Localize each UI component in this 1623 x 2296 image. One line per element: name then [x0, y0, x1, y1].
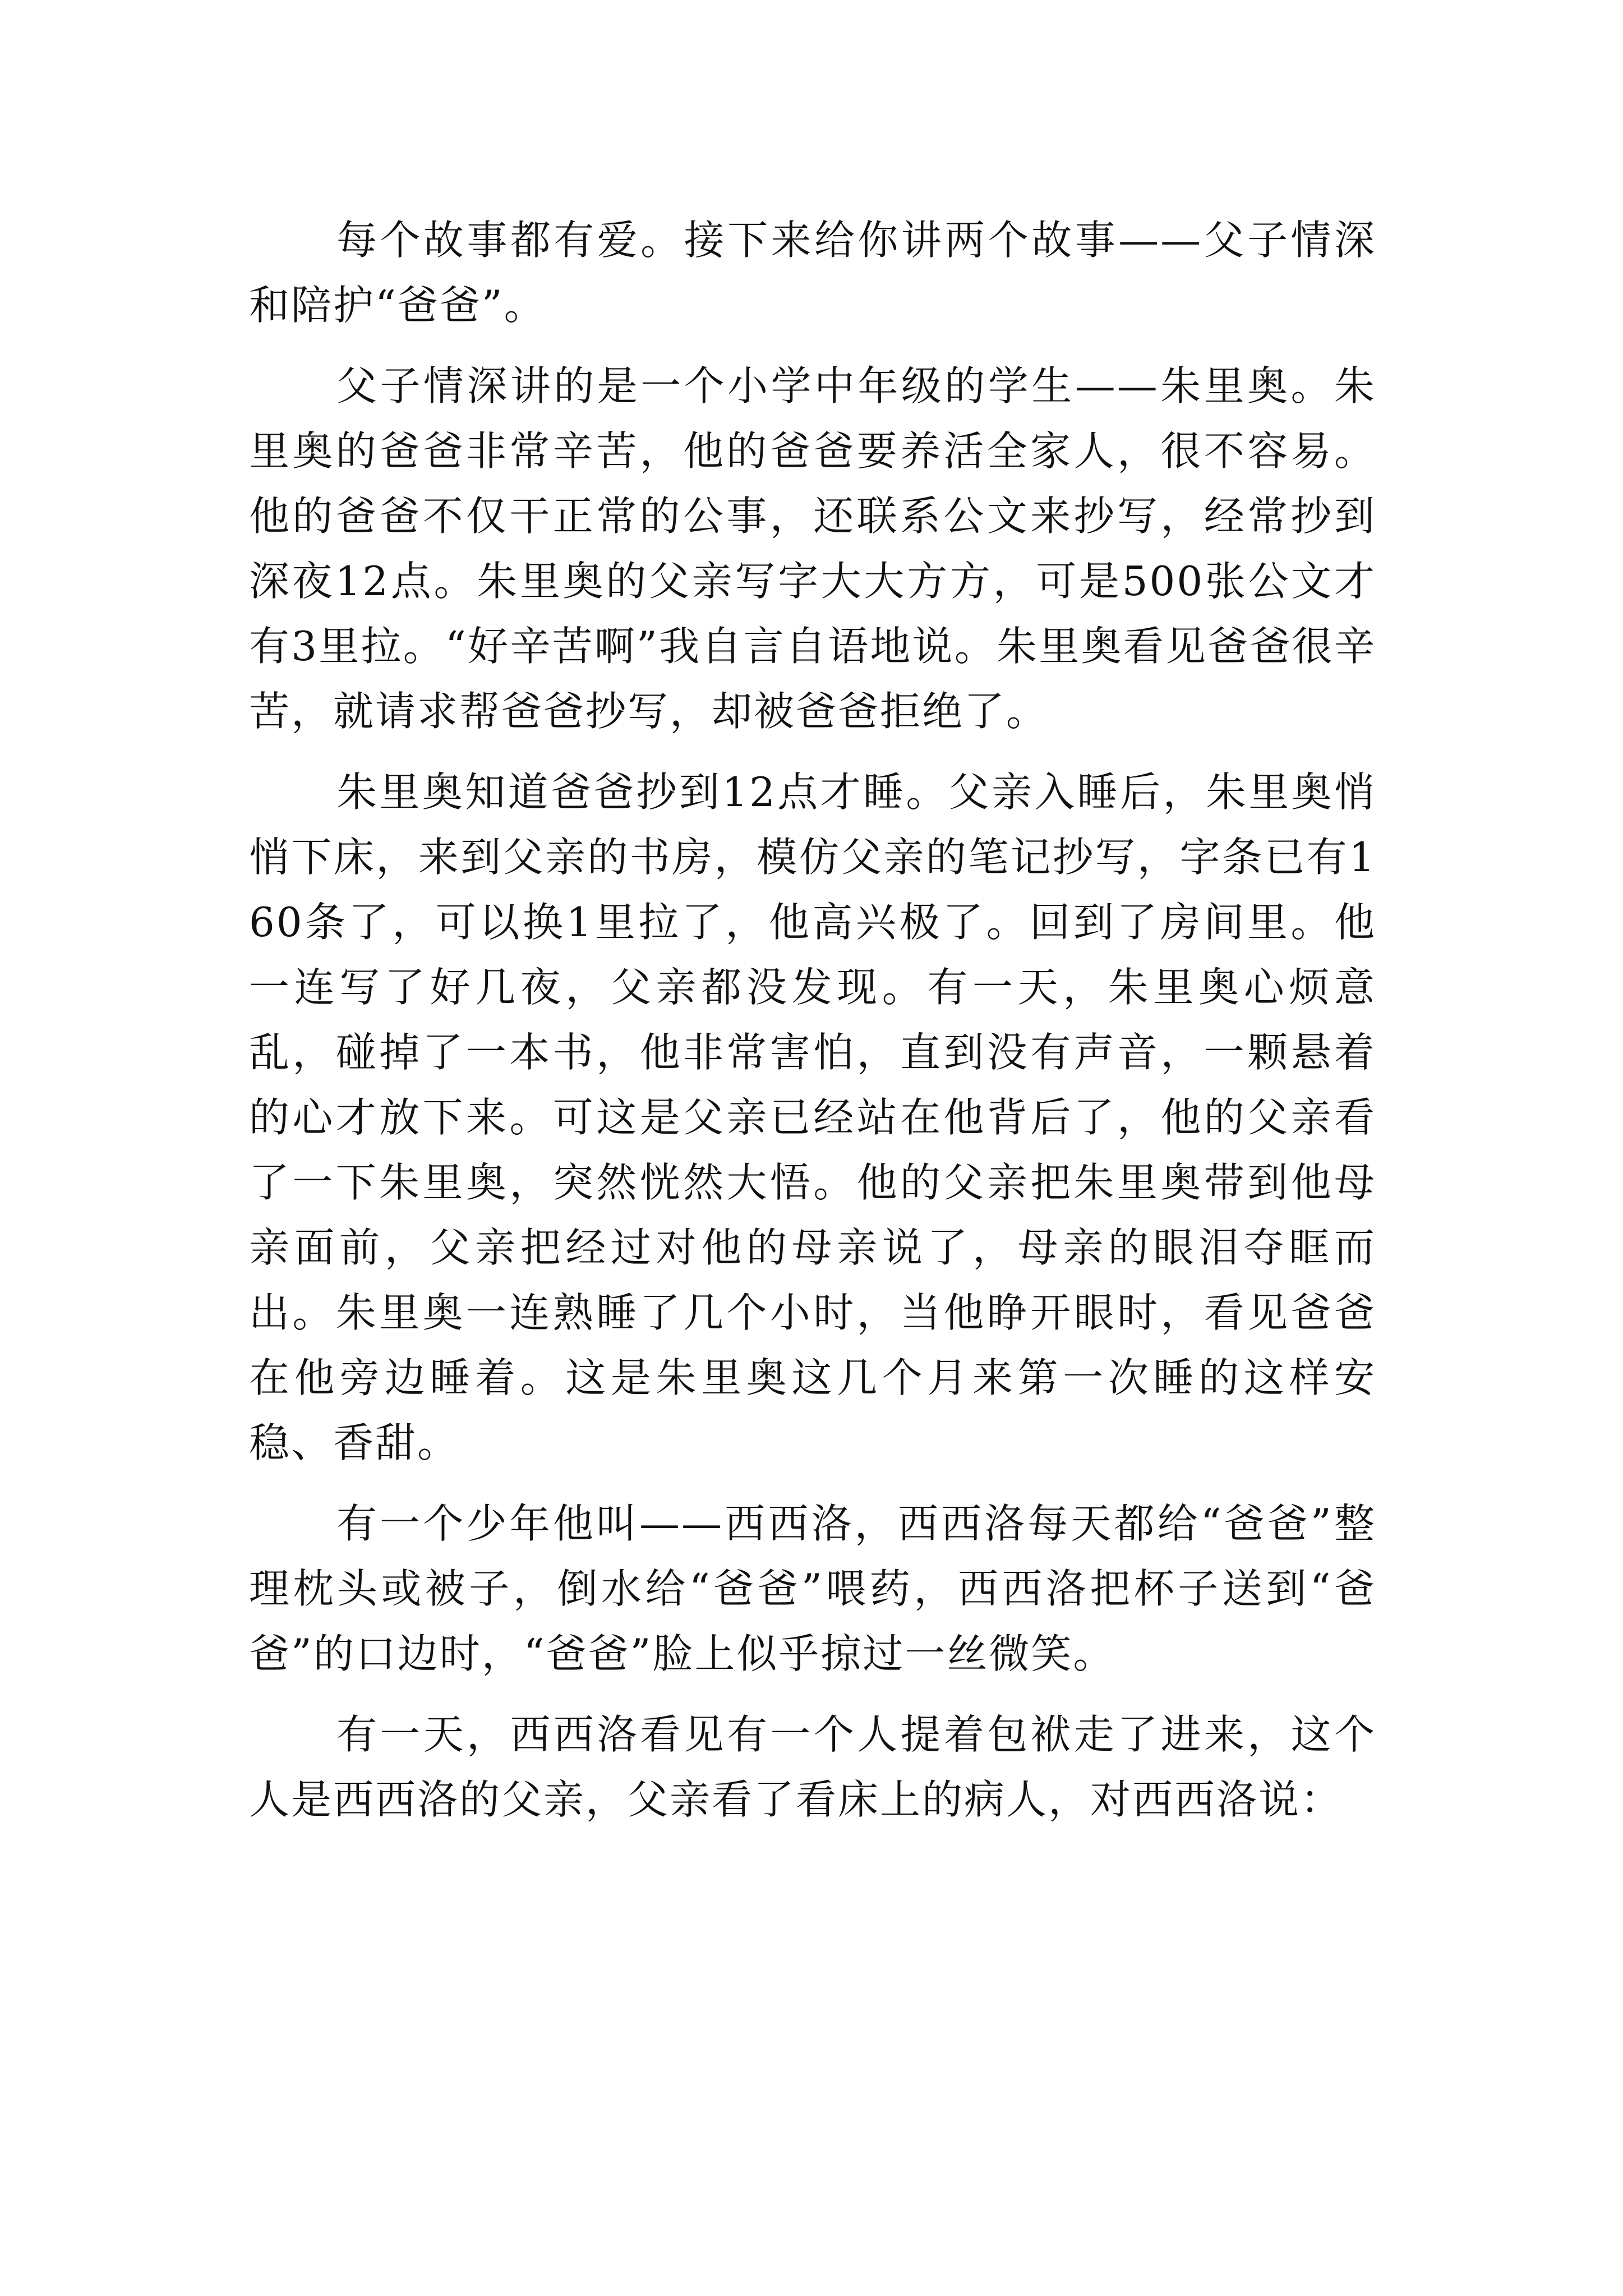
body-text — [249, 208, 1376, 1848]
paragraph-2: 父子情深讲的是一个小学中年级的学生——朱里奥。朱里奥的爸爸非常辛苦，他的爸爸要养活全家人，很不容易。他的爸爸不仅干正常的公事，还联系公文来抄写，经常抄到深夜12点。朱里奥的父亲写字大大方方，可是500张公文才有3里拉。“好辛苦啊”我自言自语地说。朱里奥看见爸爸很辛苦，就请求帮爸爸抄写，却被爸爸拒绝了。 — [249, 362, 1376, 735]
paragraph-3: 朱里奥知道爸爸抄到12点才睡。父亲入睡后，朱里奥悄悄下床，来到父亲的书房，模仿父亲的笔记抄写，字条已有160条了，可以换1里拉了，他高兴极了。回到了房间里。他一连写了好几夜，父亲都没发现。有一天，朱里奥心烦意乱，碰掉了一本书，他非常害怕，直到没有声音，一颗悬着的心才放下来。可这是父亲已经站在他背后了，他的父亲看了一下朱里奥，突然恍然大悟。他的父亲把朱里奥带到他母亲面前，父亲把经过对他的母亲说了，母亲的眼泪夺眶而出。朱里奥一连熟睡了几个小时，当他睁开眼时，看见爸爸在他旁边睡着。这是朱里奥这几个月来第一次睡的这样安稳、香甜。 — [249, 769, 1376, 1466]
paragraph-4: 有一个少年他叫——西西洛，西西洛每天都给“爸爸”整理枕头或被子，倒水给“爸爸”喂药，西西洛把杯子送到“爸爸”的口边时，“爸爸”脸上似乎掠过一丝微笑。 — [249, 1500, 1376, 1677]
paragraph-5: 有一天，西西洛看见有一个人提着包袱走了进来，这个人是西西洛的父亲，父亲看了看床上的病人，对西西洛说： — [249, 1711, 1376, 1823]
paragraph-1: 每个故事都有爱。接下来给你讲两个故事——父子情深和陪护“爸爸”。 — [249, 217, 1376, 329]
